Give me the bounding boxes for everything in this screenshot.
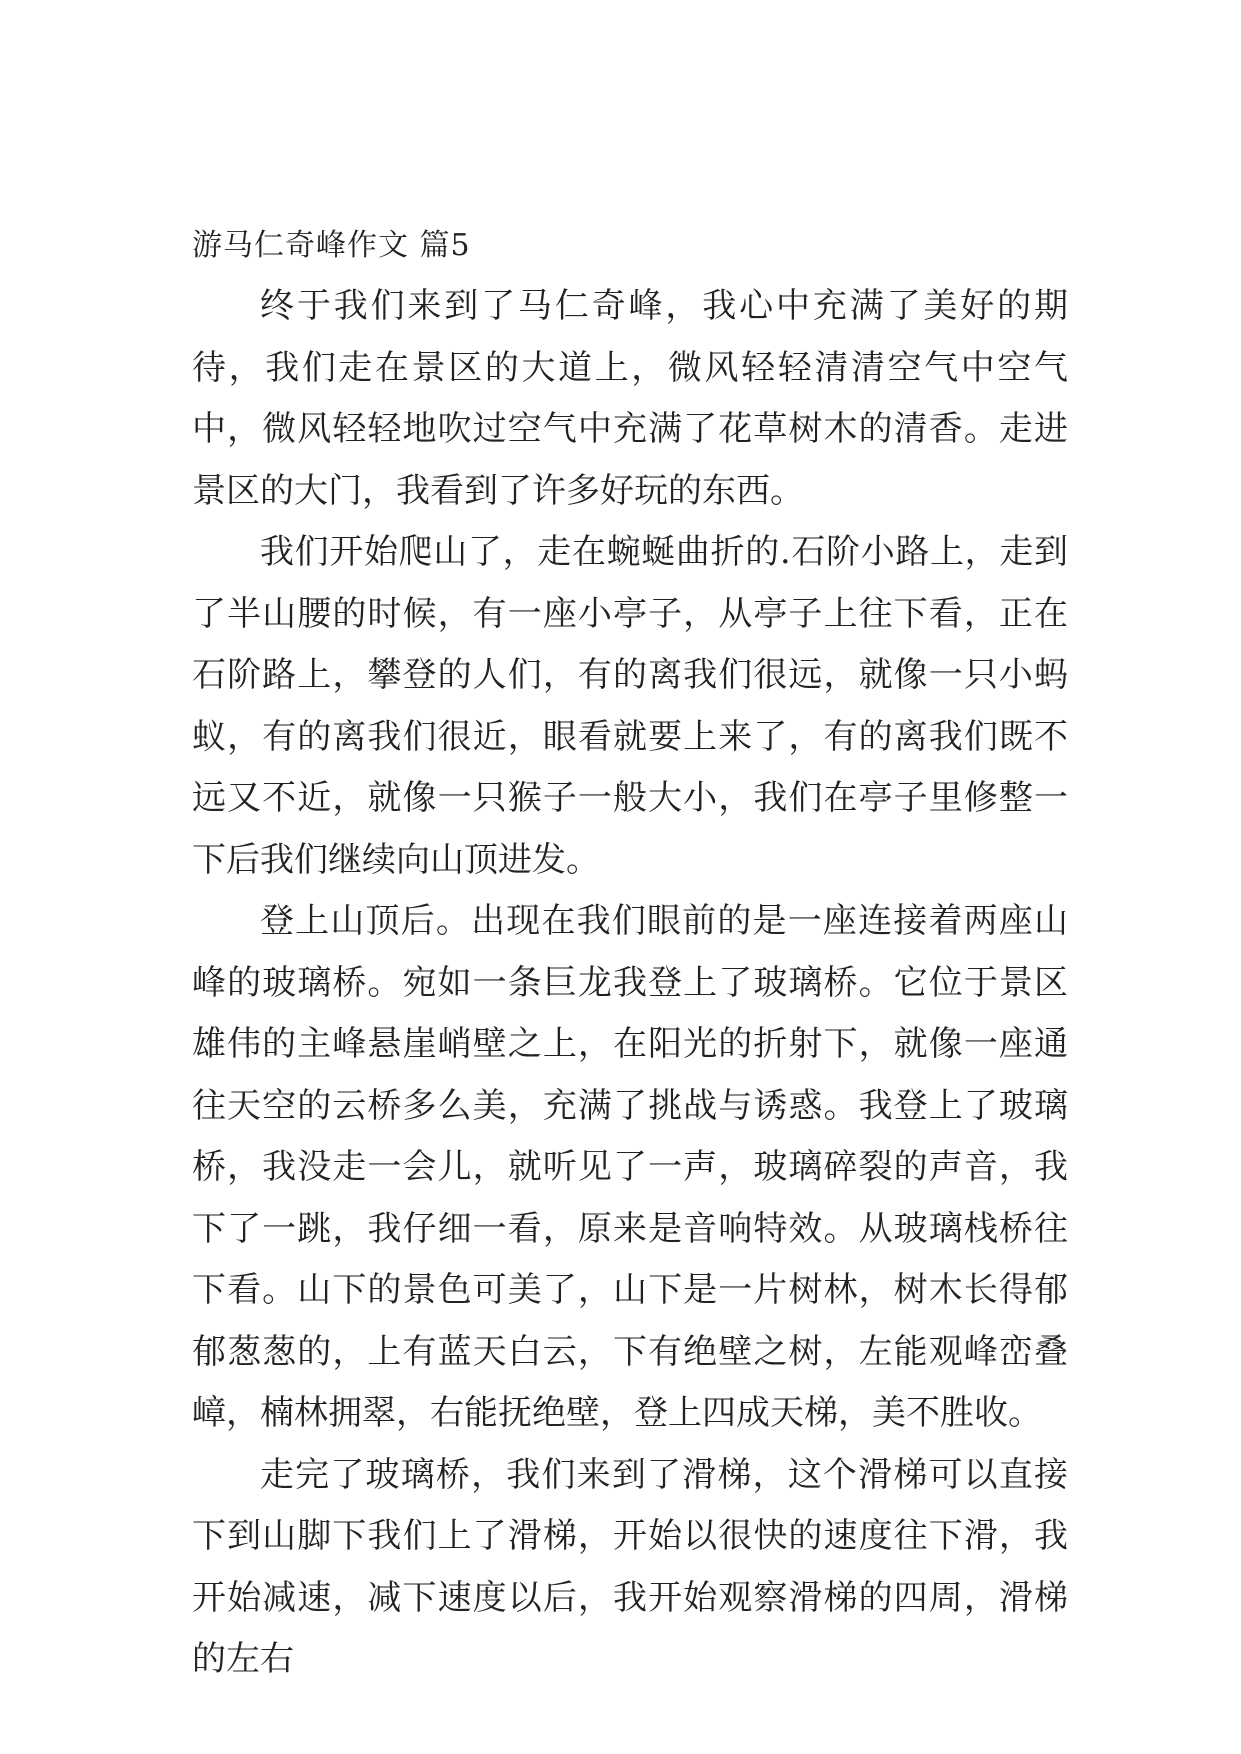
document-title: 游马仁奇峰作文 篇5 bbox=[192, 228, 471, 263]
paragraph-1: 终于我们来到了马仁奇峰，我心中充满了美好的期待，我们走在景区的大道上，微风轻轻清清空气中空气中，微风轻轻地吹过空气中充满了花草树木的清香。走进景区的大门，我看到了许多好玩的东西。 bbox=[192, 286, 1068, 511]
document-body bbox=[192, 276, 1068, 1691]
paragraph-4: 走完了玻璃桥，我们来到了滑梯，这个滑梯可以直接下到山脚下我们上了滑梯，开始以很快的速度往下滑，我开始减速，减下速度以后，我开始观察滑梯的四周，滑梯的左右 bbox=[192, 1454, 1068, 1679]
paragraph-3: 登上山顶后。出现在我们眼前的是一座连接着两座山峰的玻璃桥。宛如一条巨龙我登上了玻璃桥。它位于景区雄伟的主峰悬崖峭壁之上，在阳光的折射下，就像一座通往天空的云桥多么美，充满了挑战与诱惑。我登上了玻璃桥，我没走一会儿，就听见了一声，玻璃碎裂的声音，我下了一跳，我仔细一看，原来是音响特效。从玻璃栈桥往下看。山下的景色可美了，山下是一片树林，树木长得郁郁葱葱的，上有蓝天白云，下有绝壁之树，左能观峰峦叠嶂，楠林拥翠，右能抚绝壁，登上四成天梯，美不胜收。 bbox=[192, 901, 1068, 1433]
paragraph-2: 我们开始爬山了，走在蜿蜒曲折的.石阶小路上，走到了半山腰的时候，有一座小亭子，从亭子上往下看，正在石阶路上，攀登的人们，有的离我们很远，就像一只小蚂蚁，有的离我们很近，眼看就要上来了，有的离我们既不远又不近，就像一只猴子一般大小，我们在亭子里修整一下后我们继续向山顶进发。 bbox=[192, 532, 1068, 880]
